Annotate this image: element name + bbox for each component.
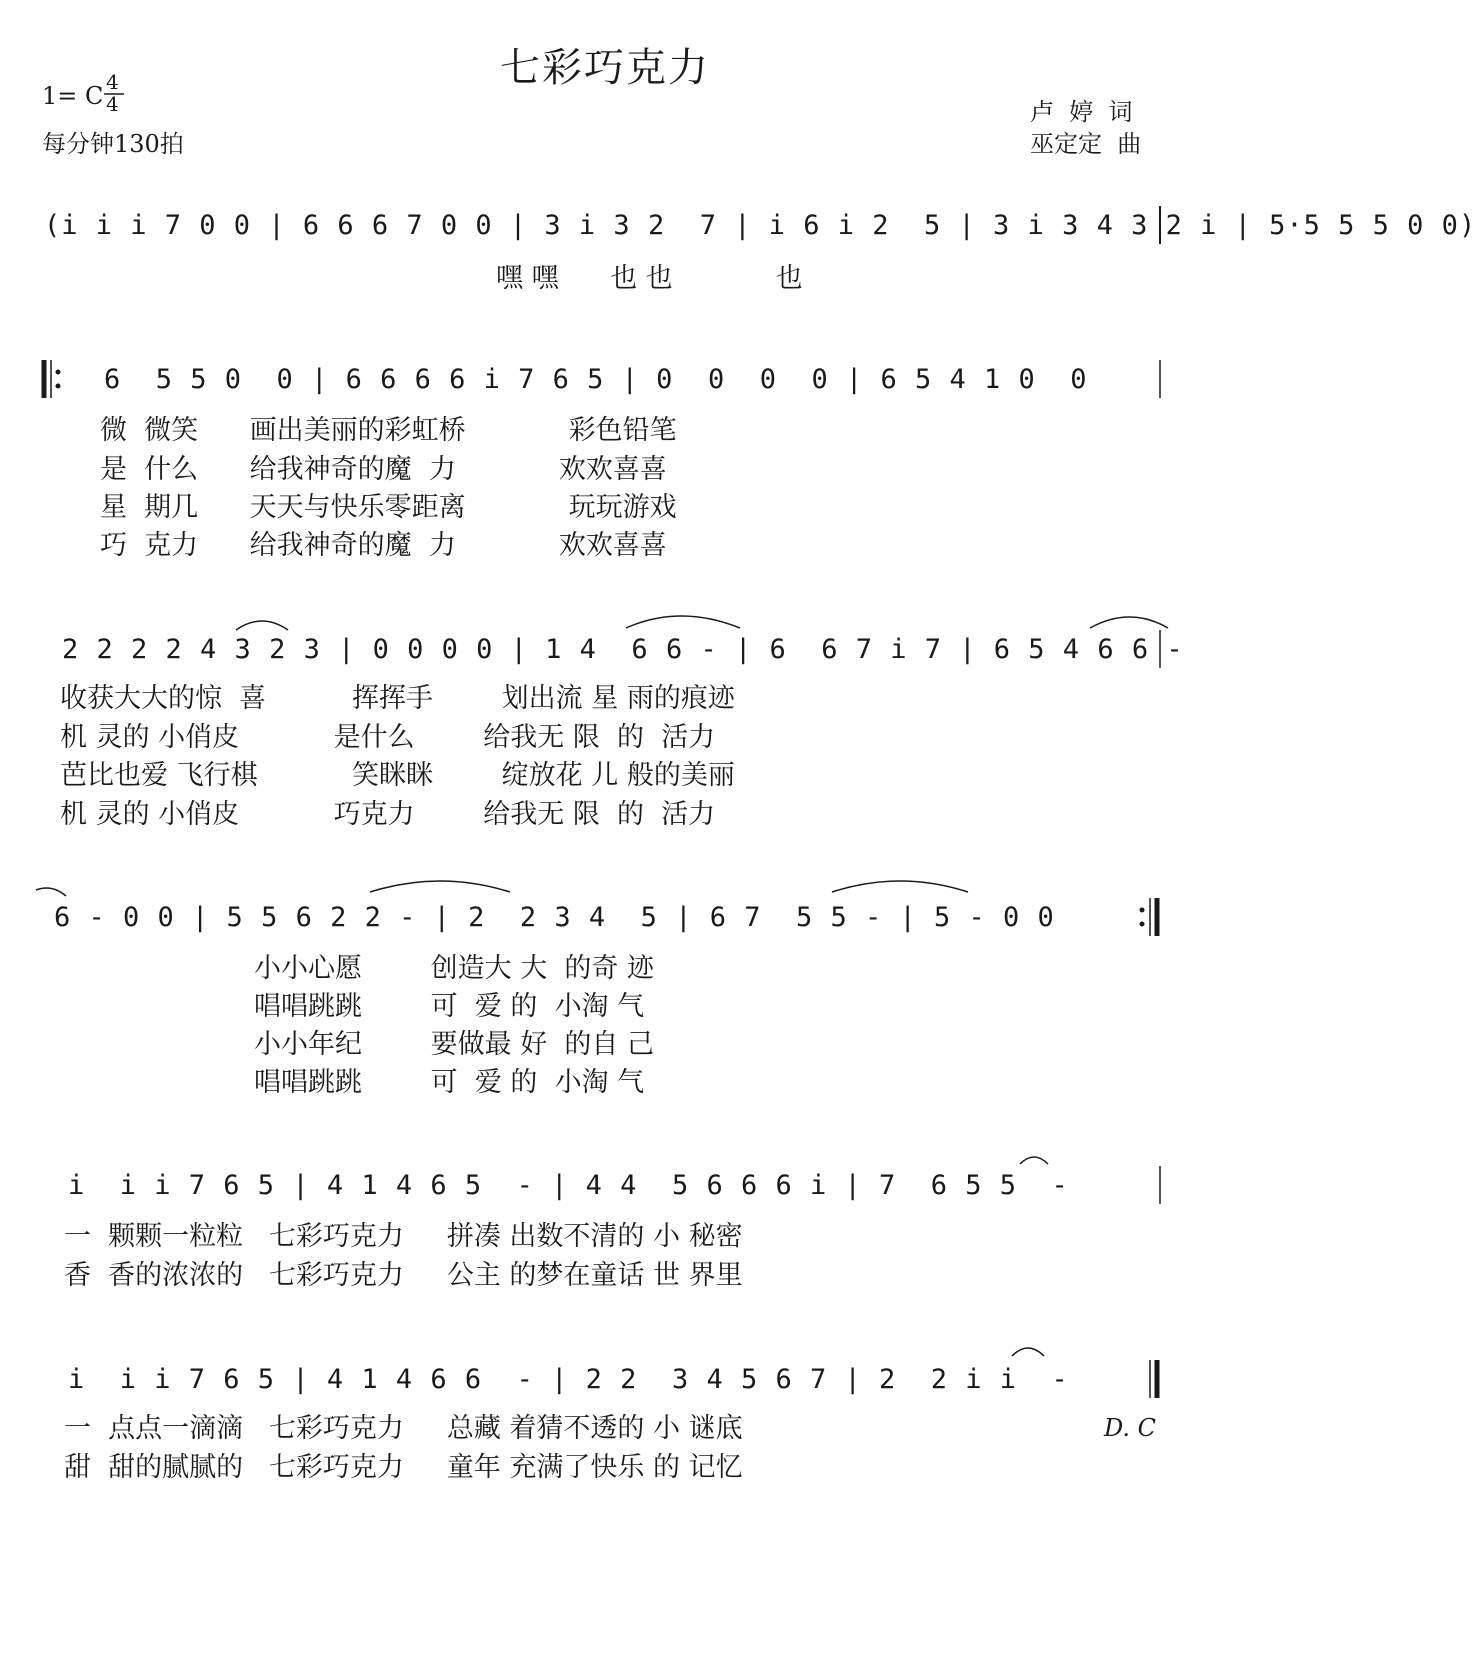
lyric-line: 一 颗颗一粒粒 七彩巧克力 拼凑 出数不清的 小 秘密 (64, 1221, 743, 1252)
notation-line: 2 2 2 2 4 3 2 3 | 0 0 0 0 | 1 4 6 6 - | 6 6 7 i 7 | 6 5 4 6 6 - (62, 634, 1184, 665)
lyric-line: 收获大大的惊 喜 挥挥手 划出流 星 雨的痕迹 (60, 683, 735, 714)
tempo-marking: 每分钟130拍 (42, 130, 184, 158)
notation-line: 6 5 5 0 0 | 6 6 6 6 i 7 6 5 | 0 0 0 0 | 6 5 4 1 0 0 (104, 364, 1088, 395)
notation-line: (i i i 7 0 0 | 6 6 6 7 0 0 | 3 i 3 2 7 | i 6 i 2 5 | 3 i 3 4 3 2 i | 5·5 5 5 0 0) (44, 210, 1476, 241)
song-title: 七彩巧克力 (500, 45, 710, 91)
key-signature: 1= C (42, 82, 104, 110)
lyric-line: 小小心愿 创造大 大 的奇 迹 (254, 953, 654, 984)
lyric-line: 机 灵的 小俏皮 巧克力 给我无 限 的 活力 (60, 799, 716, 830)
notation-line: i i i 7 6 5 | 4 1 4 6 6 - | 2 2 3 4 5 6 7 | 2 2 i i - (68, 1364, 1069, 1395)
lyric-line: 唱唱跳跳 可 爱 的 小淘 气 (254, 1067, 645, 1098)
composer-credit: 巫定定 曲 (1030, 130, 1142, 158)
lyric-line: 芭比也爱 飞行棋 笑眯眯 绽放花 儿 般的美丽 (60, 760, 735, 791)
lyricist-credit: 卢 婷 词 (1030, 98, 1133, 126)
lyric-line: 唱唱跳跳 可 爱 的 小淘 气 (254, 991, 645, 1022)
dc-marking: D. C (1104, 1414, 1157, 1442)
lyric-line: 小小年纪 要做最 好 的自 己 (254, 1029, 654, 1060)
lyric-line: 是 什么 给我神奇的魔 力 欢欢喜喜 (100, 454, 667, 485)
meter-top: 4 (106, 70, 119, 94)
lyric-line: 星 期几 天天与快乐零距离 玩玩游戏 (100, 492, 677, 523)
lyric-line: 一 点点一滴滴 七彩巧克力 总藏 着猜不透的 小 谜底 (64, 1413, 743, 1444)
lyric-line: 机 灵的 小俏皮 是什么 给我无 限 的 活力 (60, 722, 716, 753)
meter-bottom: 4 (106, 92, 119, 116)
lyric-line: 香 香的浓浓的 七彩巧克力 公主 的梦在童话 世 界里 (64, 1260, 743, 1291)
notation-line: 6 - 0 0 | 5 5 6 2 2 - | 2 2 3 4 5 | 6 7 5 5 - | 5 - 0 0 (54, 902, 1055, 933)
notation-line: i i i 7 6 5 | 4 1 4 6 5 - | 4 4 5 6 6 6 i | 7 6 5 5 - (68, 1170, 1069, 1201)
lyric-line: 嘿 嘿 也 也 也 (496, 263, 803, 294)
lyric-line: 甜 甜的腻腻的 七彩巧克力 童年 充满了快乐 的 记忆 (64, 1452, 743, 1483)
lyric-line: 微 微笑 画出美丽的彩虹桥 彩色铅笔 (100, 415, 677, 446)
lyric-line: 巧 克力 给我神奇的魔 力 欢欢喜喜 (100, 530, 667, 561)
